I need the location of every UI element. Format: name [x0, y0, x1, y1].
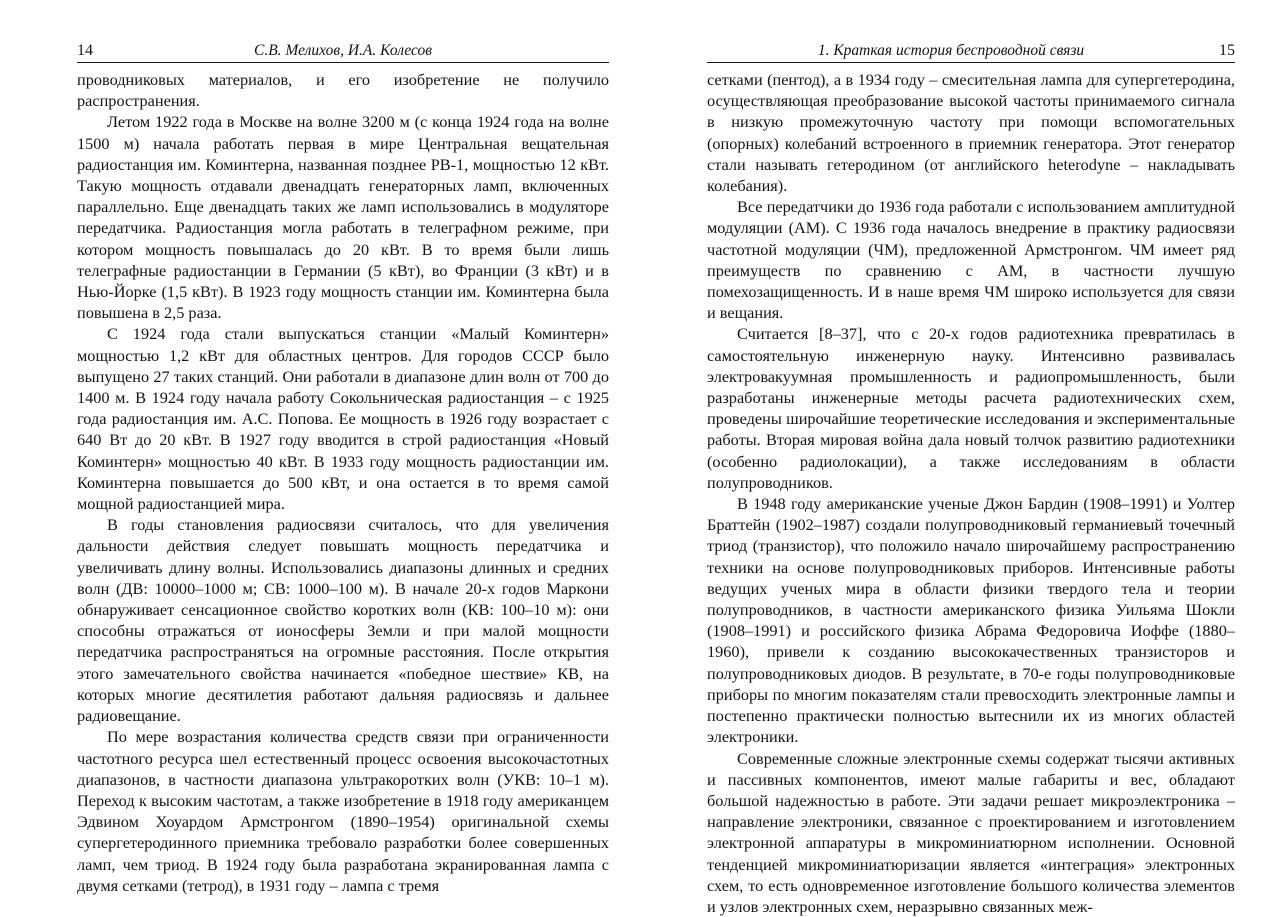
paragraph: В 1948 году американские ученые Джон Бардин (1908–1991) и Уолтер Браттейн (1902–1987) создали полупроводниковый германиевый точечный триод (транзистор), что положило начало широчайшему распространению техники на основе полупроводниковых приборов. Интенсивные работы ведущих ученых мира в области физики твердого тела и теории полупроводников, в частности американского физика Уильяма Шокли (1908–1991) и российского физика Абрама Федоровича Иоффе (1880–1960), привели к созданию высококачественных транзисторов и полупроводниковых диодов. В результате, в 70-е годы полупроводниковые приборы по многим показателям стали превосходить электронные лампы и постепенно практически полностью вытеснили их из многих областей электроники. — [707, 493, 1235, 747]
paragraph: В годы становления радиосвязи считалось, что для увеличения дальности действия следует повышать мощность передатчика и увеличивать длину волны. Использовались диапазоны длинных и средних волн (ДВ: 10000–1000 м; СВ: 1000–100 м). В начале 20-х годов Маркони обнаруживает сенсационное свойство коротких волн (КВ: 100–10 м): они способны отражаться от ионосферы Земли и при малой мощности передатчика распространяться на огромные расстояния. После открытия этого замечательного свойства начинается «победное шествие» КВ, на которых многие десятилетия работают дальняя радиосвязь и дальнее радиовещание. — [77, 514, 609, 726]
left-page — [77, 40, 609, 896]
running-title-chapter: 1. Краткая история беспроводной связи — [707, 40, 1195, 62]
paragraph: Считается [8–37], что с 20-х годов радиотехника превратилась в самостоятельную инженерную науку. Интенсивно развивалась электровакуумная промышленность и радиопромышленность, были разработаны инженерные методы расчета радиотехнических схем, проведены широчайшие теоретические исследования и экспериментальные работы. Вторая мировая война дала новый толчок развитию радиотехники (особенно радиолокации), а также исследованиям в области полупроводников. — [707, 323, 1235, 493]
left-body-text — [77, 69, 609, 896]
paragraph: Летом 1922 года в Москве на волне 3200 м (с конца 1924 года на волне 1500 м) начала работать первая в мире Центральная вещательная радиостанция им. Коминтерна, названная позднее РВ-1, мощностью 12 кВт. Такую мощность отдавали двенадцать генераторных ламп, включенных параллельно. Еще двенадцать таких же ламп использовались в модуляторе передатчика. Радиостанция могла работать в телеграфном режиме, при котором мощность повышалась до 20 кВт. В то время были лишь телеграфные радиостанции в Германии (5 кВт), во Франции (3 кВт) и в Нью-Йорке (1,5 кВт). В 1923 году мощность станции им. Коминтерна была повышена в 2,5 раза. — [77, 111, 609, 323]
paragraph: Все передатчики до 1936 года работали с использованием амплитудной модуляции (АМ). С 1936 года началось внедрение в практику радиосвязи частотной модуляции (ЧМ), предложенной Армстронгом. ЧМ имеет ряд преимуществ по сравнению с АМ, в частности лучшую помехозащищенность. И в наше время ЧМ широко используется для связи и вещания. — [707, 196, 1235, 323]
running-title-authors: С.В. Мелихов, И.А. Колесов — [77, 40, 609, 62]
right-running-head — [707, 40, 1235, 63]
right-page — [707, 40, 1235, 917]
paragraph: По мере возрастания количества средств связи при ограниченности частотного ресурса шел естественный процесс освоения высокочастотных диапазонов, в частности диапазона ультракоротких волн (УКВ: 10–1 м). Переход к высоким частотам, а также изобретение в 1918 году американцем Эдвином Хоуардом Армстронгом (1890–1954) оригинальной схемы супергетеродинного приемника требовало разработки более совершенных ламп, чем триод. В 1924 году была разработана экранированная лампа с двумя сетками (тетрод), в 1931 году – лампа с тремя — [77, 726, 609, 896]
page-number: 15 — [1219, 40, 1235, 62]
paragraph: Современные сложные электронные схемы содержат тысячи активных и пассивных компонентов, имеют малые габариты и вес, обладают большой надежностью в работе. Эти задачи решает микроэлектроника – направление электроники, связанное с проектированием и изготовлением электронной аппаратуры в микроминиатюрном исполнении. Основной тенденцией микроминиатюризации является «интеграция» электронных схем, то есть одновременное изготовление большого количества элементов и узлов электронных схем, неразрывно связанных меж- — [707, 748, 1235, 917]
paragraph: С 1924 года стали выпускаться станции «Малый Коминтерн» мощностью 1,2 кВт для областных центров. Для городов СССР было выпущено 27 таких станций. Они работали в диапазоне длин волн от 700 до 1400 м. В 1924 году начала работу Сокольническая радиостанция – с 1925 года радиостанция им. А.С. Попова. Ее мощность в 1926 году возрастает с 640 Вт до 20 кВт. В 1927 году вводится в строй радиостанция «Новый Коминтерн» мощностью 40 кВт. В 1933 году мощность радиостанции им. Коминтерна повышается до 500 кВт, и она остается в то время самой мощной радиостанцией мира. — [77, 323, 609, 514]
paragraph: сетками (пентод), а в 1934 году – смесительная лампа для супергетеродина, осуществляющая преобразование высокой частоты принимаемого сигнала в низкую промежуточную частоту при помощи вспомогательных (опорных) колебаний встроенного в приемник генератора. Этот генератор стали называть гетеродином (от английского heterodyne – накладывать колебания). — [707, 69, 1235, 196]
right-body-text — [707, 69, 1235, 917]
left-running-head — [77, 40, 609, 63]
paragraph: проводниковых материалов, и его изобретение не получило распространения. — [77, 69, 609, 111]
page-number: 14 — [77, 40, 93, 62]
